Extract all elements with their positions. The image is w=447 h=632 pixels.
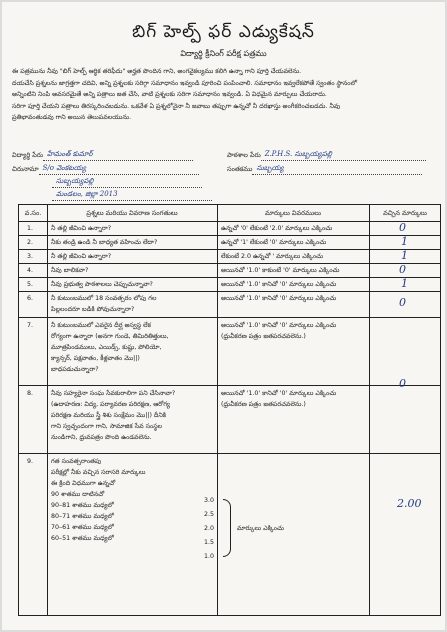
row-question: నీవు ప్రభుత్వ పాఠశాలలు చెప్పుచున్నావా? <box>51 281 153 288</box>
document-title: బిగ్ హెల్ప్ ఫర్ ఎడ్యుకేషన్ <box>132 22 315 42</box>
row-number: 4. <box>27 267 34 274</box>
header-criteria: మార్కులు వివరములు <box>264 209 322 217</box>
student-name-row <box>12 150 212 161</box>
document-subtitle: విద్యార్థి క్రీనింగ్ పరీక్ష పత్రము <box>180 49 267 58</box>
row-criteria: ఉన్నచో '1' లేకుంటే '0' మార్కులు ఎక్కించు <box>221 239 327 246</box>
document-page <box>2 2 445 630</box>
marks-row-9: 2.00 <box>397 497 422 510</box>
row-criteria: అయినచో '1.0' కాకుంటే '0' మార్కులు ఎక్కించు <box>221 267 340 274</box>
intro-line: అన్నింటిని నింపి అవసరమైతే అన్ని పత్రాలు జత చేసి, వాటి ప్రశ్నలకు సరిగా సమాధానం ఇవ్వండి. ఏ విధమైన మార్పులు చేయరాదు. <box>12 91 327 99</box>
row-criteria: అయినచో '1.0' కానిచో '0' మార్కులు ఎక్కించు (ధ్రువీకరణ పత్రం జతపరచవలెను.) <box>221 390 337 408</box>
row-number: 3. <box>27 253 34 260</box>
intro-line: ప్రతిభావంతుడవు గాని అయిన తెలుపవలయును. <box>12 114 132 122</box>
marks-row-3: 1 <box>401 249 408 262</box>
address-label: చిరునామా <box>12 165 39 173</box>
row-question: నీ కుటుంబములో 18 సంవత్సరం లోపు గల పిల్లలందరూ బడికి పోవుచున్నారా? <box>51 295 157 313</box>
row-criteria: ఉన్నచో '0' లేకుంటే '2.0' మార్కులు ఎక్కించు <box>221 225 333 232</box>
signature-label: సంతకము <box>227 165 253 173</box>
scale-value: 2.5 <box>204 511 215 518</box>
row-number: 8. <box>27 390 34 397</box>
school-name-label: పాఠశాల పేరు <box>227 151 261 159</box>
row-question: నీ తల్లి జీవించి ఉన్నారా? <box>51 253 112 260</box>
header-marks: వచ్చిన మార్కులు <box>383 209 427 217</box>
marks-row-5: 1 <box>401 277 408 290</box>
header-sno: వ.సం. <box>24 209 42 217</box>
scale-value: 3.0 <box>204 497 215 504</box>
address-line3: మండలం, జిల్లా 2013 <box>52 190 212 201</box>
marks-row-1: 0 <box>399 221 406 234</box>
row-number: 1. <box>27 225 34 232</box>
row-question: నీ కుటుంబములో ఎవరైన దీర్ఘ అస్వస్థ లేక రోగ్యంగా ఉన్నారా (అనగా గుండె, తిమిరితిత్తులు, మూత్రపిండములు, ఎయిడ్స్, కుష్టు, పోలియో, క్యాన్సర్, పక్షవాతం, కీళ్లవాతం మొ||) బాధపడుచున్నారా? <box>51 322 169 373</box>
row-criteria: అయినచో '1.0' కానిచో '0' మార్కులు ఎక్కించు <box>221 281 337 288</box>
row-number: 7. <box>27 322 34 329</box>
header-question: ప్రశ్నలు మరియు వివరాణ సంగతులు <box>86 209 178 217</box>
address-line2: సుబ్బయ్యపల్లి <box>52 177 202 188</box>
address-value: S/o వెంకటయ్య <box>39 164 199 175</box>
row-question: నీవు సహ్యరైనా సంఘ సేవకురాలిగా పని చేసినావా? (ఉదాహరణ: విద్య, పర్యావరణ పరిరక్షణ, ఆరోగ్య పరిరక్షణ మరియు స్త్రీ శిశు సంక్షేమం మొ||) దీనికి గాని స్వచ్ఛందంగా గాని, సామాజిక సేవ సంస్థల నుండిగాని, ధ్రువపత్రం పొంది ఉండవలెను. <box>51 390 176 441</box>
row-criteria: అయినచో '1.0' కానిచో '0' మార్కులు ఎక్కించు <box>221 295 337 302</box>
marks-row-7: 0 <box>399 377 406 390</box>
address-line2-row <box>52 177 212 188</box>
row-number: 5. <box>27 281 34 288</box>
row-criteria: అయినచో '1.0' కానిచో '0' మార్కులు ఎక్కించు (ధ్రువీకరణ పత్రం జతపరచవలెను.) <box>221 322 337 340</box>
signature-value: సుబ్బయ్య <box>252 164 422 175</box>
brace-bracket <box>223 499 231 557</box>
row-question: గత సంవత్సరాంతపు పరీక్షల్లో నీకు వచ్చిన సరాసరి మార్కులు ఈ క్రింది విధముగా ఉన్నచో 90 శాతము దాటినచో 90–81 శాతము మధ్యలో 80–71 శాతము మధ్యలో 70–61 శాతము మధ్యలో 60–51 శాతము మధ్యలో <box>51 458 146 542</box>
scale-value: 2.0 <box>204 525 215 532</box>
row-question: నీ తల్లి జీవించి ఉన్నారా? <box>51 225 112 232</box>
intro-line: దయచేసి ప్రశ్నలను జాగ్రత్తగా చదివి, అన్ని ప్రశ్నలకు సరిగ్గా సమాధానం ఇవ్వండి పూరించి పంపించాలి. సమాధానం ఇవ్వలేకపోతే స్వంతం స్థానంలో <box>12 79 357 87</box>
student-name-value: హేమంత్ కుమార్ <box>43 150 193 161</box>
address-line3-row <box>52 190 222 201</box>
school-name-value: Z.P.H.S. సుబ్బయ్యపల్లి <box>261 150 426 161</box>
row-number: 9. <box>27 458 34 465</box>
intro-paragraph <box>12 66 435 124</box>
row-number: 6. <box>27 295 34 302</box>
row-number: 2. <box>27 239 34 246</box>
row-criteria: లేకుంటే 2.0 ఉన్నచో ' మార్కులు ఎక్కించు <box>221 253 324 260</box>
address-row <box>12 164 212 175</box>
scale-value: 1.0 <box>204 553 215 560</box>
signature-row <box>227 164 437 175</box>
intro-line: ఈ పత్రమును నీవు "బిగ్ హెల్ప్ ఆర్థిక తరిఫీదు" అర్హత పొందిన గాని, అంగవైకల్యము కలిగి ఉన్నా గాని పూర్తి చేయవలెను. <box>12 68 302 75</box>
school-name-row <box>227 150 437 161</box>
row-question: నీవు బాలికవా? <box>51 267 89 274</box>
student-name-label: విద్యార్థి పేరు <box>12 151 44 159</box>
row-question: నీకు తండ్రి ఉండి నీ బాధ్యత వహించు లేదా? <box>51 239 158 246</box>
marks-row-4: 0 <box>399 263 406 276</box>
marks-row-2: 1 <box>401 235 408 248</box>
screening-table <box>18 204 441 616</box>
scale-value: 1.5 <box>204 539 215 546</box>
scale-note: మార్కులు ఎక్కించు <box>237 525 284 532</box>
marks-row-6: 0 <box>399 296 406 309</box>
intro-line: సరిగా పూర్తి చేయని పత్రాలు తిరస్కరించబడును. ఒకవేళ ఏ ప్రశ్నలోనైనా నీ జవాబు తప్పుగా ఉన్నచో నీ దరఖాస్తు అంగీకరించబడదు. నీవు <box>12 102 341 110</box>
